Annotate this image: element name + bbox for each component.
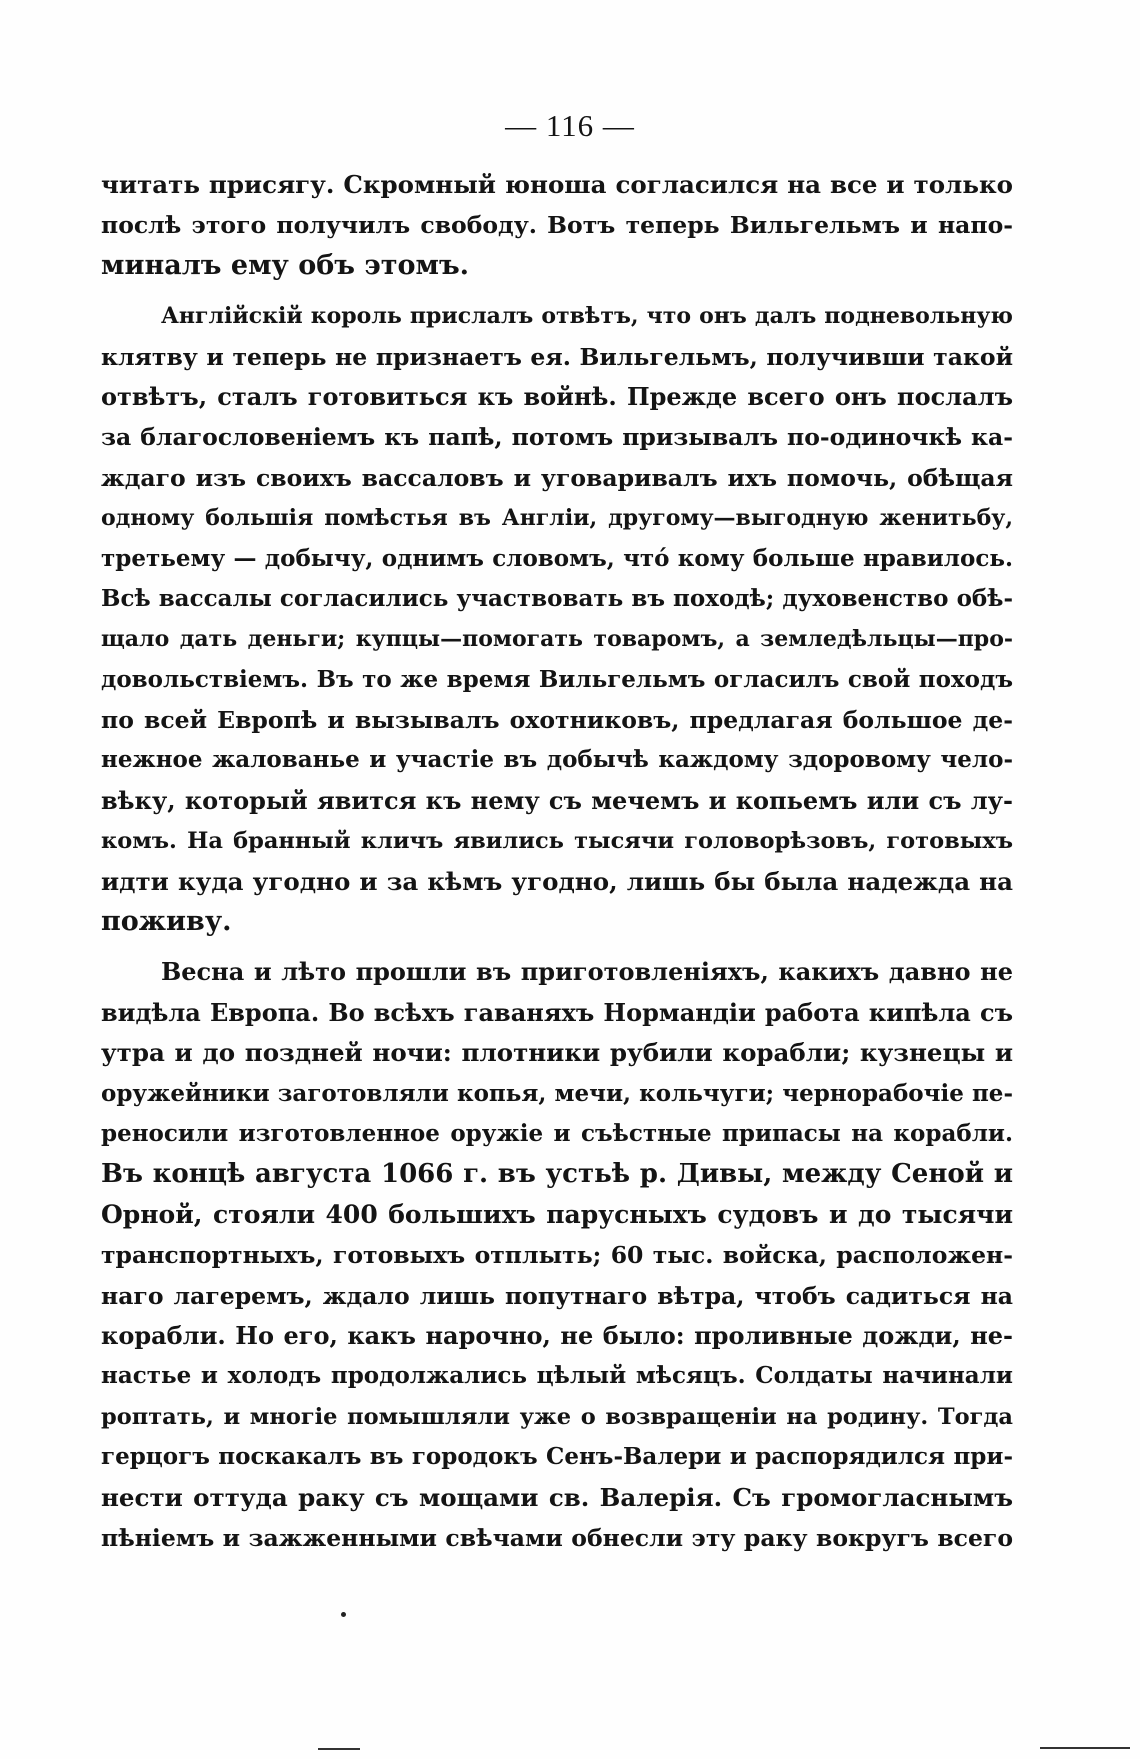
text-line: наго лагеремъ, ждало лишь попутнаго вѣтра, чтобъ садиться на: [101, 1281, 1013, 1310]
text-line: клятву и теперь не признаетъ ея. Вильгельмъ, получивши такой: [101, 342, 1013, 371]
text-line: отвѣтъ, сталъ готовиться къ войнѣ. Прежде всего онъ послалъ: [101, 381, 1013, 411]
text-line: корабли. Но его, какъ нарочно, не было: проливные дожди, не-: [101, 1320, 1013, 1350]
text-line: оружейники заготовляли копья, мечи, кольчуги; чернорабочіе пе-: [101, 1079, 1013, 1107]
text-line: ждаго изъ своихъ вассаловъ и уговаривалъ ихъ помочь, обѣщая: [101, 463, 1013, 492]
text-line: Англійскій король прислалъ отвѣтъ, что онъ далъ подневольную: [161, 303, 1013, 330]
bottom-rule-right: [1040, 1747, 1130, 1749]
bottom-rule-left: [318, 1748, 360, 1750]
text-line: миналъ ему объ этомъ.: [101, 249, 470, 281]
text-line: третьему — добычу, однимъ словомъ, что́ кому больше нравилось.: [101, 544, 1013, 572]
text-line: поживу.: [101, 906, 232, 938]
text-line: читать присягу. Скромный юноша согласился на все и только: [101, 170, 1013, 199]
text-line: вѣку, который явится къ нему съ мечемъ и копьемъ или съ лу-: [101, 785, 1013, 815]
text-line: пѣніемъ и зажженными свѣчами обнесли эту раку вокругъ всего: [101, 1523, 1013, 1552]
text-line: настье и холодъ продолжались цѣлый мѣсяцъ. Солдаты начинали: [101, 1362, 1013, 1390]
text-line: транспортныхъ, готовыхъ отплыть; 60 тыс. войска, расположен-: [101, 1241, 1013, 1270]
text-line: Въ концѣ августа 1066 г. въ устьѣ р. Дивы, между Сеной и: [101, 1159, 1013, 1190]
text-line: за благословеніемъ къ папѣ, потомъ призывалъ по-одиночкѣ ка-: [101, 423, 1013, 452]
text-line: одному большія помѣстья въ Англіи, другому—выгодную женитьбу,: [101, 505, 1013, 532]
text-line: комъ. На бранный кличъ явились тысячи головорѣзовъ, готовыхъ: [101, 828, 1013, 855]
page-number: — 116 —: [505, 108, 635, 143]
text-line: нести оттуда раку съ мощами св. Валерія. Съ громогласнымъ: [101, 1482, 1013, 1512]
text-line: по всей Европѣ и вызывалъ охотниковъ, предлагая большое де-: [101, 706, 1013, 735]
text-line: Всѣ вассалы согласились участвовать въ походѣ; духовенство обѣ-: [101, 584, 1013, 612]
text-line: нежное жалованье и участіе въ добычѣ каждому здоровому чело-: [101, 746, 1013, 774]
text-line: щало дать деньги; купцы—помогать товаромъ, а земледѣльцы—про-: [101, 626, 1013, 653]
text-line: довольствіемъ. Въ то же время Вильгельмъ огласилъ свой походъ: [101, 665, 1013, 693]
text-line: утра и до поздней ночи: плотники рубили корабли; кузнецы и: [101, 1038, 1013, 1068]
text-line: послѣ этого получилъ свободу. Вотъ теперь Вильгельмъ и напо-: [101, 211, 1013, 240]
paragraph-gap: [101, 286, 1013, 296]
paragraph-gap: [101, 942, 1013, 952]
text-line: реносили изготовленное оружіе и съѣстные припасы на корабли.: [101, 1119, 1013, 1147]
body-text: [101, 165, 1013, 1558]
text-line: герцогъ поскакалъ въ городокъ Сенъ-Валери и распорядился при-: [101, 1443, 1013, 1471]
text-line: видѣла Европа. Во всѣхъ гаваняхъ Нормандіи работа кипѣла съ: [101, 997, 1013, 1027]
text-line: идти куда угодно и за кѣмъ угодно, лишь бы была надежда на: [101, 866, 1013, 896]
print-speck: [341, 1612, 346, 1617]
text-line: роптать, и многіе помышляли уже о возвращеніи на родину. Тогда: [101, 1403, 1013, 1430]
text-line: Весна и лѣто прошли въ приготовленіяхъ, какихъ давно не: [161, 957, 1013, 987]
text-line: Орной, стояли 400 большихъ парусныхъ судовъ и до тысячи: [101, 1199, 1013, 1229]
